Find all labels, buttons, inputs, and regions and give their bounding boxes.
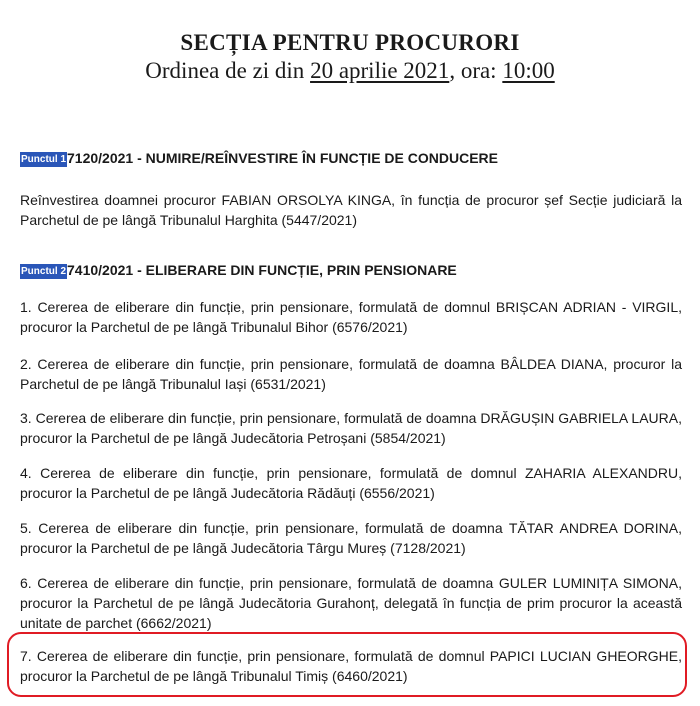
section-2-title: 7410/2021 - ELIBERARE DIN FUNCȚIE, PRIN PENSIONARE <box>67 262 457 278</box>
subtitle-mid: , ora: <box>449 58 503 83</box>
section-1-tag: Punctul 1 <box>21 154 67 165</box>
section-1-item-1: Reînvestirea doamnei procuror FABIAN ORSOLYA KINGA, în funcția de procuror șef Secție judiciară la Parchetul de pe lângă Tribunalul Harghita (5447/2021) <box>20 192 682 228</box>
agenda-time: 10:00 <box>502 58 555 83</box>
section-2-item-7: 7. Cererea de eliberare din funcție, prin pensionare, formulată de domnul PAPICI LUCIAN GHEORGHE, procuror la Parchetul de pe lângă Tribunalul Timiș (6460/2021) <box>20 648 682 684</box>
section-2-item-6: 6. Cererea de eliberare din funcție, prin pensionare, formulată de doamna GULER LUMINIȚA SIMONA, procuror la Parchetul de pe lângă Judecătoria Gurahonț, delegată în funcția de prim procuror la această unitate de parchet (6662/2021) <box>20 575 682 631</box>
section-1-heading <box>20 150 498 166</box>
section-2-item-3: 3. Cererea de eliberare din funcție, prin pensionare, formulată de doamna DRĂGUȘIN GABRIELA LAURA, procuror la Parchetul de pe lângă Judecătoria Petroșani (5854/2021) <box>20 410 682 446</box>
agenda-subtitle <box>0 58 700 84</box>
section-1-title: 7120/2021 - NUMIRE/REÎNVESTIRE ÎN FUNCȚIE DE CONDUCERE <box>67 150 498 166</box>
section-2-item-2: 2. Cererea de eliberare din funcție, prin pensionare, formulată de doamna BÂLDEA DIANA, procuror la Parchetul de pe lângă Tribunalul Iași (6531/2021) <box>20 356 682 392</box>
section-2-item-1: 1. Cererea de eliberare din funcție, prin pensionare, formulată de domnul BRIȘCAN ADRIAN - VIRGIL, procuror la Parchetul de pe lângă Tribunalul Bihor (6576/2021) <box>20 299 682 335</box>
section-2-tag: Punctul 2 <box>21 266 67 277</box>
section-2-heading <box>20 262 457 278</box>
subtitle-prefix: Ordinea de zi din <box>145 58 311 83</box>
agenda-date: 20 aprilie 2021 <box>310 58 450 83</box>
page-title: SECȚIA PENTRU PROCURORI <box>180 30 520 55</box>
section-2-item-4: 4. Cererea de eliberare din funcție, prin pensionare, formulată de domnul ZAHARIA ALEXANDRU, procuror la Parchetul de pe lângă Judecătoria Rădăuți (6556/2021) <box>20 465 682 501</box>
section-2-item-5: 5. Cererea de eliberare din funcție, prin pensionare, formulată de doamna TĂTAR ANDREA DORINA, procuror la Parchetul de pe lângă Judecătoria Târgu Mureș (7128/2021) <box>20 520 682 556</box>
